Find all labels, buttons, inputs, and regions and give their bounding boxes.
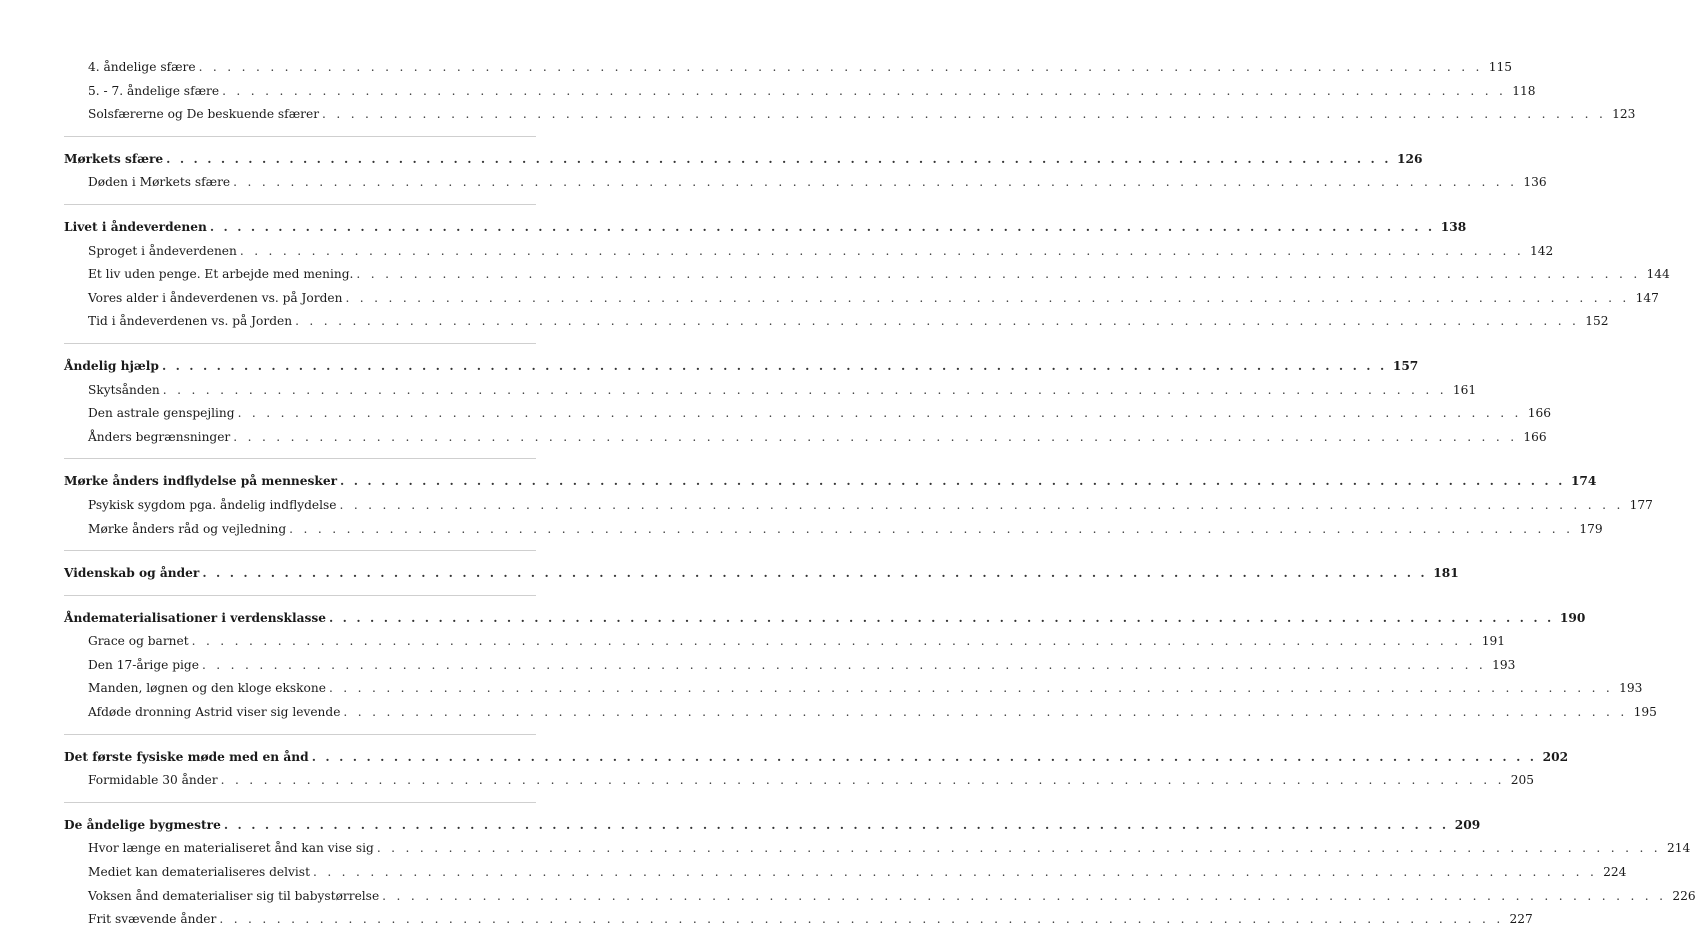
toc-page-number: 205 [1510, 773, 1535, 788]
toc-subsection-row[interactable] [64, 769, 1535, 793]
toc-subsection-row[interactable] [64, 426, 1547, 450]
dot-leader: . . . . . . . . . . . . . . . . . . . . . . . . . . . . . . . . . . . . . . . . . . . . . . . . . . . . . . . . . . . . . . . . . . . . . . . . . . . . . . . . . . . . . . . . . . [166, 151, 1392, 166]
toc-entry-title: Tid i åndeverdenen vs. på Jorden [88, 314, 293, 329]
toc-page-number: 147 [1635, 290, 1659, 305]
toc-chapter-row[interactable] [64, 216, 1467, 240]
dot-leader: . . . . . . . . . . . . . . . . . . . . . . . . . . . . . . . . . . . . . . . . . . . . . . . . . . . . . . . . . . . . . . . . . . . . . . . . . . . . . . . . . . . . . . . . . . [328, 681, 1614, 696]
toc-section [64, 814, 1696, 941]
dot-leader: . . . . . . . . . . . . . . . . . . . . . . . . . . . . . . . . . . . . . . . . . . . . . . . . . . . . . . . . . . . . . . . . . . . . . . . . . . . . . . . . . . . . . . . . . . [233, 429, 1518, 444]
toc-page-number: 179 [1579, 521, 1603, 536]
toc-subsection-row[interactable] [64, 103, 1636, 127]
toc-section [64, 148, 1547, 205]
dot-leader: . . . . . . . . . . . . . . . . . . . . . . . . . . . . . . . . . . . . . . . . . . . . . . . . . . . . . . . . . . . . . . . . . . . . . . . . . . . . . . . . . . . . . . . . . . [295, 314, 1580, 329]
toc-subsection-row[interactable] [64, 379, 1477, 403]
toc-section [64, 355, 1551, 459]
toc-subsection-row[interactable] [64, 80, 1536, 104]
toc-subsection-row[interactable] [64, 861, 1627, 885]
toc-chapter-row[interactable] [64, 470, 1597, 494]
toc-page-number: 166 [1523, 429, 1547, 444]
toc-entry-title: 4. åndelige sfære [88, 60, 196, 74]
toc-entry-title: Den astrale genspejling [88, 406, 235, 421]
toc-entry-title: Åndelig hjælp [64, 358, 159, 373]
toc-subsection-row[interactable] [64, 494, 1653, 518]
toc-chapter-row[interactable] [64, 746, 1569, 770]
toc-subsection-row[interactable] [64, 402, 1551, 426]
toc-page-number: 224 [1603, 865, 1627, 880]
toc-page-number: 123 [1612, 107, 1636, 122]
dot-leader: . . . . . . . . . . . . . . . . . . . . . . . . . . . . . . . . . . . . . . . . . . . . . . . . . . . . . . . . . . . . . . . . . . . . . . . . . . . . . . . . . . . . . . . . . . [220, 773, 1505, 788]
toc-page-number: 157 [1392, 358, 1419, 373]
toc-entry-title: Mørkets sfære [64, 151, 164, 166]
toc-page-number: 202 [1542, 749, 1569, 764]
toc-subsection-row[interactable] [64, 654, 1516, 678]
dot-leader: . . . . . . . . . . . . . . . . . . . . . . . . . . . . . . . . . . . . . . . . . . . . . . . . . . . . . . . . . . . . . . . . . . . . . . . . . . . . . . . . . . . . . . . . . . [223, 817, 1449, 832]
dot-leader: . . . . . . . . . . . . . . . . . . . . . . . . . . . . . . . . . . . . . . . . . . . . . . . . . . . . . . . . . . . . . . . . . . . . . . . . . . . . . . . . . . . . . . . . . . [198, 60, 1483, 74]
toc-subsection-row[interactable] [64, 908, 1533, 932]
toc-subsection-row[interactable] [64, 171, 1547, 195]
dot-leader: . . . . . . . . . . . . . . . . . . . . . . . . . . . . . . . . . . . . . . . . . . . . . . . . . . . . . . . . . . . . . . . . . . . . . . . . . . . . . . . . . . . . . . . . . . [239, 243, 1525, 258]
toc-entry-title: 5. - 7. åndelige sfære [88, 83, 220, 98]
dot-leader: . . . . . . . . . . . . . . . . . . . . . . . . . . . . . . . . . . . . . . . . . . . . . . . . . . . . . . . . . . . . . . . . . . . . . . . . . . . . . . . . . . . . . . . . . . [345, 290, 1630, 305]
toc-page-number: 195 [1633, 705, 1657, 720]
dot-leader: . . . . . . . . . . . . . . . . . . . . . . . . . . . . . . . . . . . . . . . . . . . . . . . . . . . . . . . . . . . . . . . . . . . . . . . . . . . . . . . . . . . . . . . . . . [356, 267, 1641, 282]
toc-subsection-row[interactable] [64, 240, 1554, 264]
dot-leader: . . . . . . . . . . . . . . . . . . . . . . . . . . . . . . . . . . . . . . . . . . . . . . . . . . . . . . . . . . . . . . . . . . . . . . . . . . . . . . . . . . . . . . . . . . [376, 841, 1661, 856]
toc-entry-title: Hvor længe en materialiseret ånd kan vise sig [88, 841, 374, 856]
toc-entry-title: Psykisk sygdom pga. åndelig indflydelse [88, 497, 337, 512]
toc-subsection-row[interactable] [64, 56, 1512, 80]
toc-chapter-row[interactable] [64, 607, 1586, 631]
toc-subsection-row[interactable] [64, 677, 1643, 701]
toc-entry-title: Formidable 30 ånder [88, 773, 218, 788]
dot-leader: . . . . . . . . . . . . . . . . . . . . . . . . . . . . . . . . . . . . . . . . . . . . . . . . . . . . . . . . . . . . . . . . . . . . . . . . . . . . . . . . . . . . . . . . . . [219, 912, 1504, 927]
toc-entry-title: Manden, løgnen og den kloge ekskone [88, 681, 326, 696]
toc-subsection-row[interactable] [64, 287, 1659, 311]
toc-page-number: 214 [1666, 841, 1691, 856]
toc-page-number: 115 [1488, 60, 1512, 74]
toc-entry-title: De åndelige bygmestre [64, 817, 221, 832]
toc-page-number: 152 [1585, 314, 1609, 329]
dot-leader: . . . . . . . . . . . . . . . . . . . . . . . . . . . . . . . . . . . . . . . . . . . . . . . . . . . . . . . . . . . . . . . . . . . . . . . . . . . . . . . . . . . . . . . . . . [191, 634, 1476, 649]
toc-subsection-row[interactable] [64, 837, 1691, 861]
toc-section [64, 746, 1569, 803]
toc-entry-title: Mediet kan dematerialiseres delvist [88, 865, 310, 880]
toc-page-number: 138 [1440, 219, 1467, 234]
toc-entry-title: Solsfærerne og De beskuende sfærer [88, 107, 320, 122]
toc-entry-title: Mørke ånders råd og vejledning [88, 521, 287, 536]
dot-leader: . . . . . . . . . . . . . . . . . . . . . . . . . . . . . . . . . . . . . . . . . . . . . . . . . . . . . . . . . . . . . . . . . . . . . . . . . . . . . . . . . . . . . . . . . . [312, 865, 1598, 880]
dot-leader: . . . . . . . . . . . . . . . . . . . . . . . . . . . . . . . . . . . . . . . . . . . . . . . . . . . . . . . . . . . . . . . . . . . . . . . . . . . . . . . . . . . . . . . . . . [343, 705, 1628, 720]
toc-page-number: 181 [1433, 566, 1459, 581]
dot-leader: . . . . . . . . . . . . . . . . . . . . . . . . . . . . . . . . . . . . . . . . . . . . . . . . . . . . . . . . . . . . . . . . . . . . . . . . . . . . . . . . . . . . . . . . . . [237, 406, 1522, 421]
toc-entry-title: Afdøde dronning Astrid viser sig levende [88, 705, 341, 720]
toc-entry-title: Vores alder i åndeverdenen vs. på Jorden [88, 290, 343, 305]
toc-chapter-row[interactable] [64, 355, 1419, 379]
dot-leader: . . . . . . . . . . . . . . . . . . . . . . . . . . . . . . . . . . . . . . . . . . . . . . . . . . . . . . . . . . . . . . . . . . . . . . . . . . . . . . . . . . . . . . . . . . [161, 358, 1387, 373]
toc-subsection-row[interactable] [64, 518, 1603, 542]
dot-leader: . . . . . . . . . . . . . . . . . . . . . . . . . . . . . . . . . . . . . . . . . . . . . . . . . . . . . . . . . . . . . . . . . . . . . . . . . . . . . . . . . . . . . . . . . . [328, 610, 1554, 625]
toc-page-number: 191 [1481, 634, 1506, 649]
dot-leader: . . . . . . . . . . . . . . . . . . . . . . . . . . . . . . . . . . . . . . . . . . . . . . . . . . . . . . . . . . . . . . . . . . . . . . . . . . . . . . . . . . . . . . . . . . [202, 566, 1428, 581]
toc-entry-title: Et liv uden penge. Et arbejde med mening. [88, 267, 354, 282]
toc-chapter-row[interactable] [64, 148, 1423, 172]
toc-page-number: 166 [1527, 406, 1551, 421]
toc-section [64, 562, 1459, 596]
toc-subsection-row[interactable] [64, 310, 1609, 334]
toc-page-number: 177 [1629, 497, 1653, 512]
toc-page-number: 227 [1509, 912, 1533, 927]
toc-page-number: 144 [1646, 267, 1670, 282]
toc-entry-title: Ånders begrænsninger [88, 429, 231, 444]
toc-entry-title: Livet i åndeverdenen [64, 219, 207, 234]
toc-page-number: 161 [1452, 382, 1477, 397]
dot-leader: . . . . . . . . . . . . . . . . . . . . . . . . . . . . . . . . . . . . . . . . . . . . . . . . . . . . . . . . . . . . . . . . . . . . . . . . . . . . . . . . . . . . . . . . . . [339, 497, 1624, 512]
toc-subsection-row[interactable] [64, 701, 1657, 725]
toc-subsection-row[interactable] [64, 263, 1670, 287]
toc-section [64, 607, 1657, 735]
toc-section [64, 216, 1670, 344]
toc-chapter-row[interactable] [64, 562, 1459, 586]
dot-leader: . . . . . . . . . . . . . . . . . . . . . . . . . . . . . . . . . . . . . . . . . . . . . . . . . . . . . . . . . . . . . . . . . . . . . . . . . . . . . . . . . . . . . . . . . . [222, 83, 1507, 98]
toc-entry-title: Frit svævende ånder [88, 912, 217, 927]
dot-leader: . . . . . . . . . . . . . . . . . . . . . . . . . . . . . . . . . . . . . . . . . . . . . . . . . . . . . . . . . . . . . . . . . . . . . . . . . . . . . . . . . . . . . . . . . . [382, 888, 1667, 903]
toc-entry-title: Mørke ånders indflydelse på mennesker [64, 474, 338, 489]
toc-entry-title: Voksen ånd dematerialiser sig til babystørrelse [88, 888, 380, 903]
toc-page-number: 142 [1530, 243, 1554, 258]
toc-page-number: 174 [1570, 474, 1597, 489]
toc-entry-title: Åndematerialisationer i verdensklasse [64, 610, 326, 625]
toc-entry-title: Den 17-årige pige [88, 657, 199, 672]
dot-leader: . . . . . . . . . . . . . . . . . . . . . . . . . . . . . . . . . . . . . . . . . . . . . . . . . . . . . . . . . . . . . . . . . . . . . . . . . . . . . . . . . . . . . . . . . . [289, 521, 1574, 536]
dot-leader: . . . . . . . . . . . . . . . . . . . . . . . . . . . . . . . . . . . . . . . . . . . . . . . . . . . . . . . . . . . . . . . . . . . . . . . . . . . . . . . . . . . . . . . . . . [162, 382, 1447, 397]
toc-page-number: 226 [1672, 888, 1696, 903]
dot-leader: . . . . . . . . . . . . . . . . . . . . . . . . . . . . . . . . . . . . . . . . . . . . . . . . . . . . . . . . . . . . . . . . . . . . . . . . . . . . . . . . . . . . . . . . . . [322, 107, 1607, 122]
toc-entry-title: Grace og barnet [88, 634, 189, 649]
toc-entry-title: Det første fysiske møde med en ånd [64, 749, 309, 764]
toc-page-number: 193 [1492, 657, 1516, 672]
toc-page-number: 209 [1454, 817, 1481, 832]
toc-entry-title: Skytsånden [88, 382, 160, 397]
toc-entry-title: Sproget i åndeverdenen [88, 243, 237, 258]
toc-subsection-row[interactable] [64, 885, 1696, 909]
toc-subsection-row[interactable] [64, 630, 1506, 654]
dot-leader: . . . . . . . . . . . . . . . . . . . . . . . . . . . . . . . . . . . . . . . . . . . . . . . . . . . . . . . . . . . . . . . . . . . . . . . . . . . . . . . . . . . . . . . . . . [209, 219, 1435, 234]
toc-page-number: 193 [1619, 681, 1643, 696]
dot-leader: . . . . . . . . . . . . . . . . . . . . . . . . . . . . . . . . . . . . . . . . . . . . . . . . . . . . . . . . . . . . . . . . . . . . . . . . . . . . . . . . . . . . . . . . . . [201, 657, 1487, 672]
toc-entry-title: Døden i Mørkets sfære [88, 175, 231, 190]
toc-entry-title: Videnskab og ånder [64, 566, 200, 581]
dot-leader: . . . . . . . . . . . . . . . . . . . . . . . . . . . . . . . . . . . . . . . . . . . . . . . . . . . . . . . . . . . . . . . . . . . . . . . . . . . . . . . . . . . . . . . . . . [233, 175, 1518, 190]
dot-leader: . . . . . . . . . . . . . . . . . . . . . . . . . . . . . . . . . . . . . . . . . . . . . . . . . . . . . . . . . . . . . . . . . . . . . . . . . . . . . . . . . . . . . . . . . . [340, 474, 1565, 489]
toc-page-number: 118 [1512, 83, 1536, 98]
toc-chapter-row[interactable] [64, 814, 1481, 838]
toc-page-number: 190 [1559, 610, 1586, 625]
dot-leader: . . . . . . . . . . . . . . . . . . . . . . . . . . . . . . . . . . . . . . . . . . . . . . . . . . . . . . . . . . . . . . . . . . . . . . . . . . . . . . . . . . . . . . . . . . [311, 749, 1537, 764]
toc-page-number: 126 [1397, 151, 1423, 166]
toc-section [64, 56, 1636, 137]
toc-page-number: 136 [1523, 175, 1547, 190]
table-of-contents [64, 56, 1696, 952]
toc-section [64, 470, 1653, 551]
